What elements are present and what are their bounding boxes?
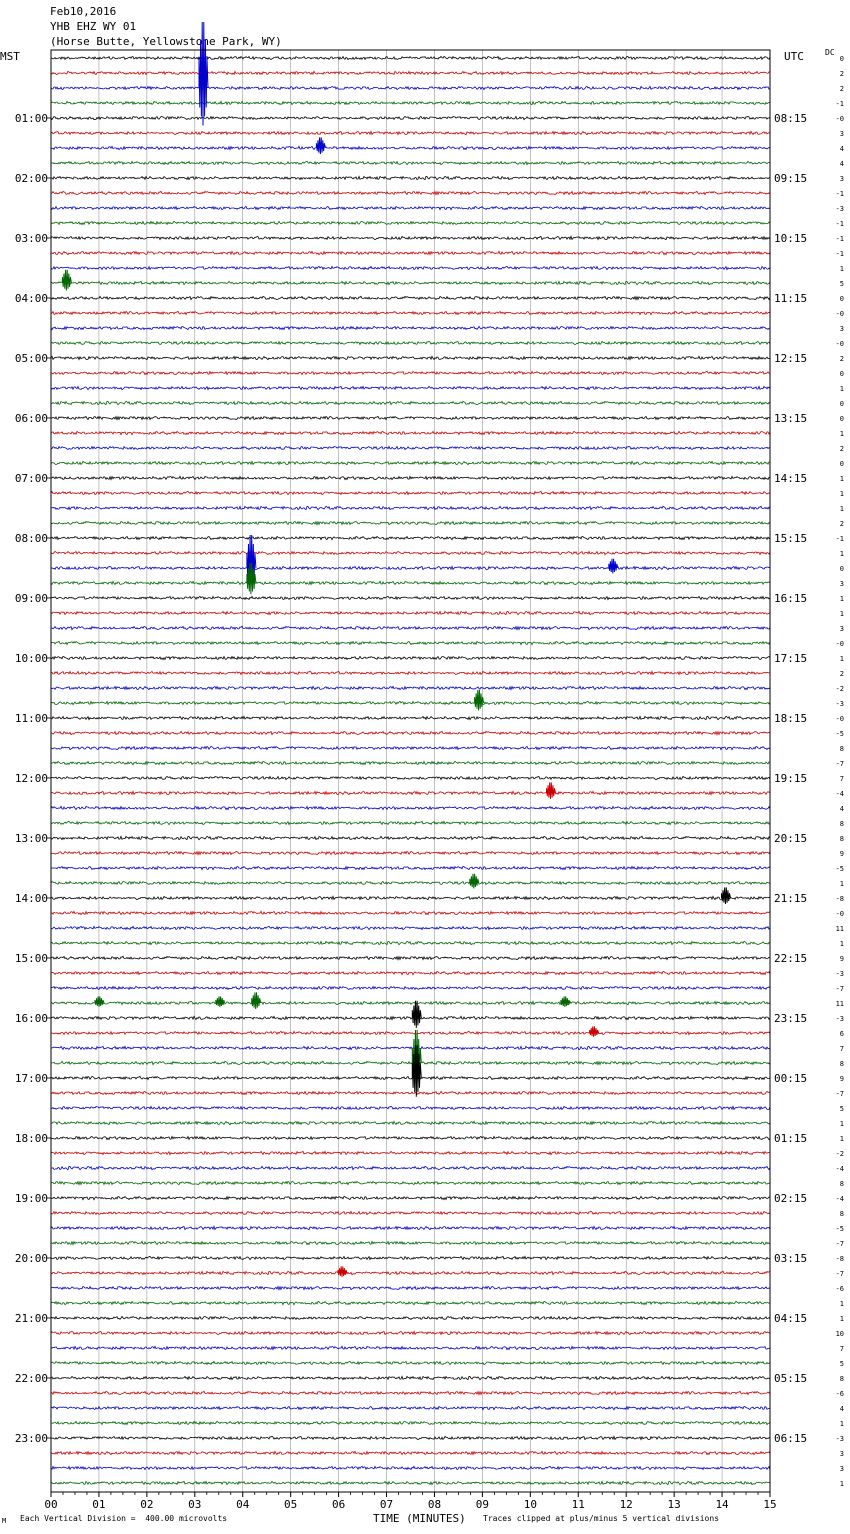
trace-row-55 (51, 881, 770, 884)
trace-row-21 (51, 371, 770, 374)
x-tick-label-06: 06 (331, 1498, 346, 1511)
x-tick-label-14: 14 (715, 1498, 729, 1511)
mst-hour-label: 10:00 (14, 652, 48, 665)
trace-row-75 (51, 1181, 770, 1184)
dc-offset-value: -3 (835, 970, 844, 978)
trace-row-48 (51, 776, 770, 779)
trace-row-92 (51, 1436, 770, 1439)
mst-hour-label: 23:00 (14, 1432, 48, 1445)
dc-offset-value: -0 (835, 310, 844, 318)
utc-hour-label: 02:15 (774, 1192, 808, 1205)
dc-offset-value: 4 (839, 805, 844, 813)
trace-row-13 (51, 251, 770, 254)
dc-offset-value: 8 (839, 1060, 844, 1068)
mst-hour-label: 21:00 (14, 1312, 48, 1325)
dc-offset-value: 8 (839, 820, 844, 828)
event-spike-10 (252, 992, 261, 1009)
utc-hour-label: 23:15 (774, 1012, 808, 1025)
mst-hour-label: 17:00 (14, 1072, 48, 1085)
mst-hour-label: 05:00 (14, 352, 48, 365)
trace-row-64 (51, 1016, 770, 1019)
trace-row-45 (51, 731, 770, 734)
trace-row-28 (51, 476, 770, 479)
mst-hour-label: 07:00 (14, 472, 48, 485)
dc-offset-value: 1 (839, 1480, 844, 1488)
dc-offset-value: 3 (839, 1450, 844, 1458)
trace-row-20 (51, 356, 770, 359)
axis-labels (15, 55, 844, 1511)
trace-row-31 (51, 521, 770, 524)
trace-row-39 (51, 641, 770, 644)
dc-offset-value: 1 (839, 385, 844, 393)
dc-offset-value: -7 (835, 1240, 844, 1248)
trace-row-11 (51, 221, 770, 224)
event-spike-11 (216, 996, 225, 1006)
trace-row-42 (51, 686, 770, 689)
mst-hour-label: 15:00 (14, 952, 48, 965)
dc-offset-value: 1 (839, 1300, 844, 1308)
dc-offset-value: 8 (839, 835, 844, 843)
trace-row-27 (51, 461, 770, 464)
trace-row-71 (51, 1121, 770, 1124)
utc-hour-label: 04:15 (774, 1312, 808, 1325)
trace-row-62 (51, 986, 770, 989)
mst-hour-label: 13:00 (14, 832, 48, 845)
mst-hour-label: 16:00 (14, 1012, 48, 1025)
trace-row-49 (51, 791, 770, 794)
mst-hour-label: 19:00 (14, 1192, 48, 1205)
dc-offset-value: 7 (839, 1345, 844, 1353)
trace-row-61 (51, 971, 770, 974)
dc-offset-value: -8 (835, 1255, 844, 1263)
dc-offset-value: 2 (839, 355, 844, 363)
x-tick-label-00: 00 (44, 1498, 58, 1511)
trace-row-73 (51, 1151, 770, 1154)
dc-offset-value: 7 (839, 775, 844, 783)
trace-row-40 (51, 656, 770, 659)
trace-row-14 (51, 266, 770, 269)
event-spike-13 (561, 996, 570, 1006)
dc-offset-value: 5 (839, 280, 844, 288)
event-spike-7 (547, 782, 556, 799)
trace-row-82 (51, 1286, 770, 1289)
trace-row-74 (51, 1166, 770, 1169)
trace-row-7 (51, 161, 770, 164)
trace-row-29 (51, 491, 770, 494)
dc-offset-value: 1 (839, 490, 844, 498)
trace-row-0 (51, 56, 770, 59)
trace-row-46 (51, 746, 770, 749)
mst-hour-label: 14:00 (14, 892, 48, 905)
utc-hour-label: 18:15 (774, 712, 808, 725)
x-tick-label-13: 13 (667, 1498, 681, 1511)
event-spike-14 (412, 1001, 421, 1028)
trace-row-9 (51, 191, 770, 194)
x-tick-label-02: 02 (140, 1498, 154, 1511)
trace-row-51 (51, 821, 770, 824)
dc-offset-value: -5 (835, 730, 844, 738)
trace-row-34 (51, 566, 770, 569)
dc-offset-value: 1 (839, 475, 844, 483)
trace-row-47 (51, 761, 770, 764)
dc-offset-value: 11 (835, 925, 844, 933)
dc-offset-value: 2 (839, 520, 844, 528)
trace-row-3 (51, 101, 770, 104)
trace-row-58 (51, 926, 770, 929)
mst-hour-label: 18:00 (14, 1132, 48, 1145)
trace-row-15 (51, 281, 770, 284)
dc-offset-value: 1 (839, 1315, 844, 1323)
trace-row-57 (51, 911, 770, 914)
trace-row-90 (51, 1406, 770, 1409)
dc-offset-value: 2 (839, 70, 844, 78)
dc-offset-header: DC (825, 48, 835, 57)
mst-hour-label: 02:00 (14, 172, 48, 185)
mst-hour-label: 09:00 (14, 592, 48, 605)
trace-row-52 (51, 836, 770, 839)
dc-offset-value: 4 (839, 1405, 844, 1413)
corner-mark: M (2, 1517, 7, 1525)
dc-offset-value: 3 (839, 625, 844, 633)
dc-offset-value: 1 (839, 265, 844, 273)
event-spike-15 (590, 1026, 599, 1036)
x-tick-label-12: 12 (619, 1498, 633, 1511)
dc-offset-value: 1 (839, 595, 844, 603)
utc-hour-label: 14:15 (774, 472, 808, 485)
dc-offset-value: -1 (835, 250, 844, 258)
trace-row-68 (51, 1076, 770, 1079)
trace-row-77 (51, 1211, 770, 1214)
dc-offset-value: -3 (835, 205, 844, 213)
dc-offset-value: 1 (839, 430, 844, 438)
x-tick-label-09: 09 (475, 1498, 490, 1511)
mst-hour-label: 20:00 (14, 1252, 48, 1265)
x-tick-label-10: 10 (523, 1498, 537, 1511)
mst-hour-label: 22:00 (14, 1372, 48, 1385)
trace-row-72 (51, 1136, 770, 1139)
trace-row-32 (51, 536, 770, 539)
x-tick-label-08: 08 (427, 1498, 442, 1511)
dc-offset-value: 0 (839, 565, 844, 573)
utc-hour-label: 20:15 (774, 832, 808, 845)
trace-row-26 (51, 446, 770, 449)
trace-row-33 (51, 551, 770, 554)
dc-offset-value: -1 (835, 220, 844, 228)
dc-offset-value: 9 (839, 955, 844, 963)
trace-row-94 (51, 1466, 770, 1469)
dc-offset-value: 0 (839, 415, 844, 423)
utc-hour-label: 22:15 (774, 952, 808, 965)
dc-offset-value: 1 (839, 610, 844, 618)
utc-hour-label: 03:15 (774, 1252, 808, 1265)
event-spike-18 (338, 1266, 347, 1276)
x-tick-label-04: 04 (236, 1498, 250, 1511)
event-spike-0 (199, 22, 208, 126)
x-tick-label-07: 07 (379, 1498, 394, 1511)
trace-row-89 (51, 1391, 770, 1394)
trace-row-12 (51, 236, 770, 239)
mst-hour-label: 12:00 (14, 772, 48, 785)
dc-offset-value: 3 (839, 580, 844, 588)
utc-hour-label: 19:15 (774, 772, 808, 785)
trace-row-6 (51, 146, 770, 149)
utc-hour-label: 10:15 (774, 232, 808, 245)
trace-row-5 (51, 131, 770, 134)
x-tick-label-15: 15 (763, 1498, 777, 1511)
dc-offset-value: 9 (839, 1075, 844, 1083)
trace-row-19 (51, 341, 770, 344)
vertical-division-note: Each Vertical Division = 400.00 microvolts (20, 1514, 228, 1523)
x-tick-label-05: 05 (284, 1498, 298, 1511)
dc-offset-value: 1 (839, 880, 844, 888)
trace-row-37 (51, 611, 770, 614)
utc-hour-label: 01:15 (774, 1132, 808, 1145)
mst-hour-label: 08:00 (14, 532, 48, 545)
dc-offset-value: 1 (839, 1420, 844, 1428)
dc-offset-value: 0 (839, 400, 844, 408)
trace-row-80 (51, 1256, 770, 1259)
dc-offset-value: -0 (835, 640, 844, 648)
dc-offset-value: -4 (835, 1165, 844, 1173)
dc-offset-value: 0 (839, 460, 844, 468)
dc-offset-value: -7 (835, 1090, 844, 1098)
trace-row-78 (51, 1226, 770, 1229)
trace-row-65 (51, 1031, 770, 1034)
trace-row-36 (51, 596, 770, 599)
dc-offset-value: -4 (835, 1195, 844, 1203)
left-timezone-label: MST (0, 50, 20, 63)
trace-row-81 (51, 1271, 770, 1274)
dc-offset-value: 4 (839, 160, 844, 168)
trace-row-84 (51, 1316, 770, 1319)
minute-gridlines (99, 50, 722, 1492)
plot-border (51, 50, 770, 1492)
dc-offset-value: -1 (835, 100, 844, 108)
trace-row-53 (51, 851, 770, 854)
trace-row-2 (51, 86, 770, 89)
trace-row-67 (51, 1061, 770, 1064)
plot-frame (51, 50, 770, 1497)
dc-offset-value: 6 (839, 1030, 844, 1038)
trace-row-35 (51, 581, 770, 584)
trace-row-54 (51, 866, 770, 869)
utc-hour-label: 11:15 (774, 292, 808, 305)
trace-row-1 (51, 71, 770, 74)
mst-hour-label: 11:00 (14, 712, 48, 725)
dc-offset-value: -3 (835, 1015, 844, 1023)
x-axis-title: TIME (MINUTES) (373, 1512, 466, 1525)
dc-offset-value: 2 (839, 445, 844, 453)
dc-offset-value: 11 (835, 1000, 844, 1008)
trace-row-4 (51, 116, 770, 119)
dc-offset-value: -4 (835, 790, 844, 798)
dc-offset-value: 8 (839, 745, 844, 753)
dc-offset-value: 0 (839, 55, 844, 63)
dc-offset-value: 1 (839, 505, 844, 513)
trace-row-95 (51, 1481, 770, 1484)
dc-offset-value: -1 (835, 535, 844, 543)
dc-offset-value: 1 (839, 655, 844, 663)
x-tick-label-03: 03 (188, 1498, 202, 1511)
x-tick-label-11: 11 (571, 1498, 585, 1511)
trace-row-76 (51, 1196, 770, 1199)
event-spike-5 (609, 559, 618, 574)
trace-row-70 (51, 1106, 770, 1109)
plot-date: Feb10,2016 (50, 5, 117, 18)
utc-hour-label: 16:15 (774, 592, 808, 605)
dc-offset-value: 5 (839, 1105, 844, 1113)
event-spike-2 (62, 270, 71, 291)
dc-offset-value: 0 (839, 370, 844, 378)
trace-row-63 (51, 1001, 770, 1004)
trace-row-83 (51, 1301, 770, 1304)
station-code: YHB EHZ WY 01 (50, 20, 137, 33)
mst-hour-label: 06:00 (14, 412, 48, 425)
trace-row-44 (51, 716, 770, 719)
trace-row-87 (51, 1361, 770, 1364)
mst-hour-label: 04:00 (14, 292, 48, 305)
dc-offset-value: 0 (839, 295, 844, 303)
trace-row-16 (51, 296, 770, 299)
trace-row-66 (51, 1046, 770, 1049)
dc-offset-value: -7 (835, 760, 844, 768)
utc-hour-label: 21:15 (774, 892, 808, 905)
dc-offset-value: 3 (839, 130, 844, 138)
clipping-note: Traces clipped at plus/minus 5 vertical divisions (483, 1514, 720, 1523)
trace-row-24 (51, 416, 770, 419)
dc-offset-value: -5 (835, 1225, 844, 1233)
utc-hour-label: 08:15 (774, 112, 808, 125)
dc-offset-value: -0 (835, 340, 844, 348)
utc-hour-label: 15:15 (774, 532, 808, 545)
trace-row-23 (51, 401, 770, 404)
dc-offset-value: 1 (839, 550, 844, 558)
trace-row-18 (51, 326, 770, 329)
dc-offset-value: 3 (839, 1465, 844, 1473)
trace-row-69 (51, 1091, 770, 1094)
trace-row-22 (51, 386, 770, 389)
dc-offset-value: -0 (835, 910, 844, 918)
trace-row-8 (51, 176, 770, 179)
dc-offset-value: -6 (835, 1285, 844, 1293)
dc-offset-value: 8 (839, 1210, 844, 1218)
dc-offset-value: 3 (839, 325, 844, 333)
trace-row-93 (51, 1451, 770, 1454)
trace-row-50 (51, 806, 770, 809)
dc-offset-value: 2 (839, 670, 844, 678)
trace-row-60 (51, 956, 770, 959)
mst-hour-label: 01:00 (14, 112, 48, 125)
trace-row-17 (51, 311, 770, 314)
dc-offset-value: 1 (839, 940, 844, 948)
dc-offset-value: 1 (839, 1120, 844, 1128)
dc-offset-value: -1 (835, 190, 844, 198)
event-spikes (62, 22, 730, 1277)
station-location: (Horse Butte, Yellowstone Park, WY) (50, 35, 282, 48)
trace-row-79 (51, 1241, 770, 1244)
event-spike-12 (95, 996, 104, 1006)
trace-row-85 (51, 1331, 770, 1334)
dc-offset-value: -3 (835, 700, 844, 708)
event-spike-8 (470, 874, 479, 889)
dc-offset-value: -2 (835, 1150, 844, 1158)
trace-row-38 (51, 626, 770, 629)
trace-row-25 (51, 431, 770, 434)
utc-hour-label: 00:15 (774, 1072, 808, 1085)
mst-hour-label: 03:00 (14, 232, 48, 245)
dc-offset-value: -1 (835, 235, 844, 243)
dc-offset-value: -8 (835, 895, 844, 903)
dc-offset-value: -5 (835, 865, 844, 873)
dc-offset-value: 1 (839, 1135, 844, 1143)
utc-hour-label: 09:15 (774, 172, 808, 185)
dc-offset-value: 4 (839, 145, 844, 153)
utc-hour-label: 05:15 (774, 1372, 808, 1385)
right-timezone-label: UTC (784, 50, 804, 63)
x-tick-label-01: 01 (92, 1498, 106, 1511)
dc-offset-value: 5 (839, 1360, 844, 1368)
trace-row-59 (51, 941, 770, 944)
dc-offset-value: 2 (839, 85, 844, 93)
dc-offset-value: -7 (835, 1270, 844, 1278)
dc-offset-value: 8 (839, 1180, 844, 1188)
event-spike-9 (722, 887, 731, 904)
trace-row-56 (51, 896, 770, 899)
trace-row-91 (51, 1421, 770, 1424)
trace-row-41 (51, 671, 770, 674)
utc-hour-label: 13:15 (774, 412, 808, 425)
seismic-traces (51, 56, 770, 1484)
trace-row-88 (51, 1376, 770, 1379)
dc-offset-value: -6 (835, 1390, 844, 1398)
utc-hour-label: 12:15 (774, 352, 808, 365)
event-spike-1 (316, 137, 325, 154)
utc-hour-label: 06:15 (774, 1432, 808, 1445)
dc-offset-value: -7 (835, 985, 844, 993)
dc-offset-value: -3 (835, 1435, 844, 1443)
dc-offset-value: 9 (839, 850, 844, 858)
dc-offset-value: -0 (835, 715, 844, 723)
dc-offset-value: 7 (839, 1045, 844, 1053)
trace-row-30 (51, 506, 770, 509)
dc-offset-value: 8 (839, 1375, 844, 1383)
utc-hour-label: 17:15 (774, 652, 808, 665)
trace-row-86 (51, 1346, 770, 1349)
trace-row-10 (51, 206, 770, 209)
dc-offset-value: -0 (835, 115, 844, 123)
dc-offset-value: 3 (839, 175, 844, 183)
dc-offset-value: -2 (835, 685, 844, 693)
trace-row-43 (51, 701, 770, 704)
dc-offset-value: 10 (835, 1330, 844, 1338)
